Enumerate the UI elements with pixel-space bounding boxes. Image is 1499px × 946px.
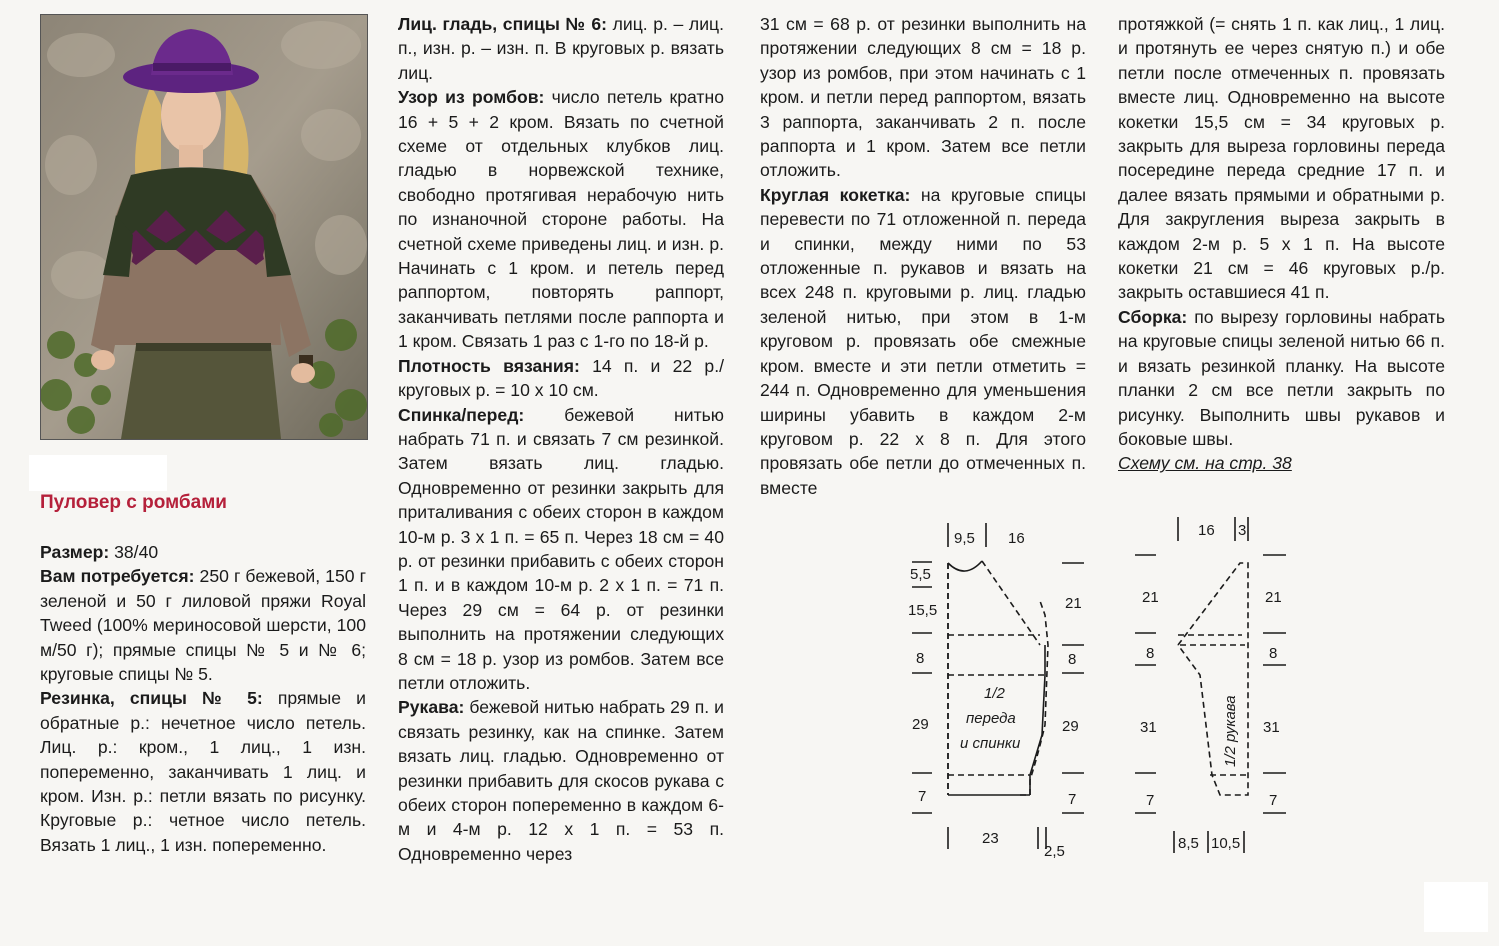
back-front-label: Спинка/перед: — [398, 404, 525, 425]
body-outline — [948, 563, 1048, 795]
body-top-right-dim: 16 — [1008, 530, 1025, 547]
column-1 — [40, 540, 366, 857]
sleeve-left-dim-2: 8 — [1146, 645, 1155, 662]
sleeve-top-dim-1: 16 — [1198, 522, 1215, 539]
sleeve-right-dim-2: 8 — [1269, 645, 1278, 662]
body-bottom-dim-2: 2,5 — [1044, 843, 1065, 860]
sleeves-text: бежевой нитью набрать 29 п. и связать резинку, как на спинке. Затем вязать лиц. гладью. Одновременно от резинки прибавить для скосов рукава с обеих сторон попеременно в каждом 6-м и 4-м р. 12 х 1 п. = 53 п. Одновременно через — [398, 697, 724, 864]
column-2 — [398, 12, 724, 866]
body-left-dim-4: 29 — [912, 716, 929, 733]
sleeve-right-dim-4: 7 — [1269, 792, 1278, 809]
body-caption-3: и спинки — [960, 735, 1021, 752]
column-4 — [1118, 12, 1445, 476]
sleeve-bottom-dim-1: 8,5 — [1178, 835, 1199, 852]
sleeve-bottom-dim-2: 10,5 — [1211, 835, 1241, 852]
blank-corner-patch — [1424, 882, 1488, 932]
sleeve-left-dim-1: 21 — [1142, 589, 1159, 606]
assembly-label: Сборка: — [1118, 306, 1188, 327]
column-3 — [760, 12, 1086, 500]
body-right-dim-3: 29 — [1062, 718, 1079, 735]
stockinette-label: Лиц. гладь, спицы № 6: — [398, 14, 608, 34]
body-left-dim-1: 5,5 — [910, 566, 931, 583]
body-caption-2: переда — [966, 710, 1016, 727]
sleeve-top-dim-2: 3 — [1238, 522, 1247, 539]
size-text: 38/40 — [109, 542, 159, 562]
pattern-title: Пуловер с ромбами — [40, 492, 227, 513]
blank-label-patch — [29, 455, 167, 491]
materials-text: 250 г бежевой, 150 г зеленой и 50 г лиловой пряжи Royal Tweed (100% мериносовой шерсти, 100 м/50 г); прямые спицы № 5 и № 6; круговые спицы № 5. — [40, 566, 367, 685]
back-front-text: бежевой нитью набрать 71 п. и связать 7 см резинкой. Затем вязать лиц. гладью. Одновременно от резинки закрыть для приталивания с обеих сторон в каждом 10-м р. 3 х 1 п. = 65 п. Через 18 см = 40 р. от резинки прибавить с обеих сторон 1 п. и в каждом 10-м р. 2 х 1 п. = 71 п. Через 29 см = 64 р. от резинки выполнить на протяжении следующих 8 см = 18 р. узор из ромбов. Затем все петли отложить. — [398, 404, 724, 693]
chart-reference-link[interactable]: Схему см. на стр. 38 — [1118, 453, 1292, 474]
sleeve-right-dim-1: 21 — [1265, 589, 1282, 606]
sizing-schematic — [890, 505, 1310, 885]
size-label: Размер: — [40, 542, 110, 562]
sleeves-label: Рукава: — [398, 697, 465, 718]
yoke-continued-text: протяжкой (= снять 1 п. как лиц., 1 лиц. и протянуть ее через снятую п.) и обе петли после отмеченных п. провязать вместе лиц. Одновременно на высоте кокетки 15,5 см = 34 круговых р. закрыть для выреза горловины переда посередине переда средние 17 п. и далее вязать прямыми и обратными р. Для закругления выреза закрыть в каждом 2-м р. 5 х 1 п. На высоте кокетки 21 см = 46 круговых р./р. закрыть оставшиеся 41 п. — [1118, 14, 1445, 303]
body-caption-1: 1/2 — [984, 685, 1005, 702]
yoke-label: Круглая кокетка: — [760, 184, 911, 205]
diamond-pattern-label: Узор из ромбов: — [398, 87, 545, 108]
sleeve-left-dim-4: 7 — [1146, 792, 1155, 809]
yoke-text: на круговые спицы перевести по 71 отложенной п. переда и спинки, между ними по 53 отложенные п. рукавов и вязать на всех 248 п. круговыми р. лиц. гладью зеленой нитью, при этом в 1-м круговом р. провязать обе смежные кром. вместе и эти петли отметить = 244 п. Одновременно для уменьшения ширины убавить в каждом 2-м круговом р. 22 х 8 п. Для этого провязать обе петли до отмеченных п. вместе — [760, 184, 1086, 498]
stockinette-text: лиц. р. – лиц. п., изн. р. – изн. п. В круговых р. вязать лиц. — [398, 14, 724, 83]
gauge-label: Плотность вязания: — [398, 355, 580, 376]
body-left-dim-5: 7 — [918, 788, 927, 805]
body-right-dim-4: 7 — [1068, 791, 1077, 808]
sleeves-continued-text: 31 см = 68 р. от резинки выполнить на протяжении следующих 8 см = 18 р. узор из ромбов, при этом начинать с 1 кром. и петли перед раппортом, вязать 3 раппорта, заканчивать 2 п. после раппорта и 1 кром. Затем все петли отложить. — [760, 14, 1086, 181]
sleeve-caption: 1/2 рукава — [1222, 695, 1239, 767]
sleeve-left-dim-3: 31 — [1140, 719, 1157, 736]
rib-text: прямые и обратные р.: нечетное число петель. Лиц. р.: кром., 1 лиц., 1 изн. попеременно, заканчивать 1 лиц. и кром. Изн. р.: петли вязать по рисунку. Круговые р.: четное число петель. Вязать 1 лиц., 1 изн. попеременно. — [40, 688, 366, 855]
assembly-text: по вырезу горловины набрать на круговые спицы зеленой нитью 66 п. и вязать резинкой планку. На высоте планки 2 см все петли закрыть по рисунку. Выполнить швы рукавов и боковые швы. — [1118, 306, 1445, 449]
gauge-text: 14 п. и 22 р./ круговых р. = 10 х 10 см. — [398, 355, 724, 401]
materials-label: Вам потребуется: — [40, 566, 195, 587]
body-left-dim-2: 15,5 — [908, 602, 938, 619]
body-left-dim-3: 8 — [916, 650, 925, 667]
sleeve-right-dim-3: 31 — [1263, 719, 1280, 736]
body-bottom-dim-1: 23 — [982, 830, 999, 847]
body-top-left-dim: 9,5 — [954, 530, 975, 547]
body-right-dim-1: 21 — [1065, 595, 1082, 612]
rib-label: Резинка, спицы № 5: — [40, 688, 263, 709]
diamond-pattern-text: число петель кратно 16 + 5 + 2 кром. Вязать по счетной схеме от отдельных клубков лиц. гладью в норвежской технике, свободно протягивая нерабочую нить по изнаночной стороне работы. На счетной схеме приведены лиц. и изн. р. Начинать с 1 кром. и петель перед раппортом, повторять раппорт, заканчивать петлями после раппорта и 1 кром. Связать 1 раз с 1-го по 18-й р. — [398, 87, 724, 352]
body-right-dim-2: 8 — [1068, 651, 1077, 668]
model-photo — [40, 14, 368, 440]
